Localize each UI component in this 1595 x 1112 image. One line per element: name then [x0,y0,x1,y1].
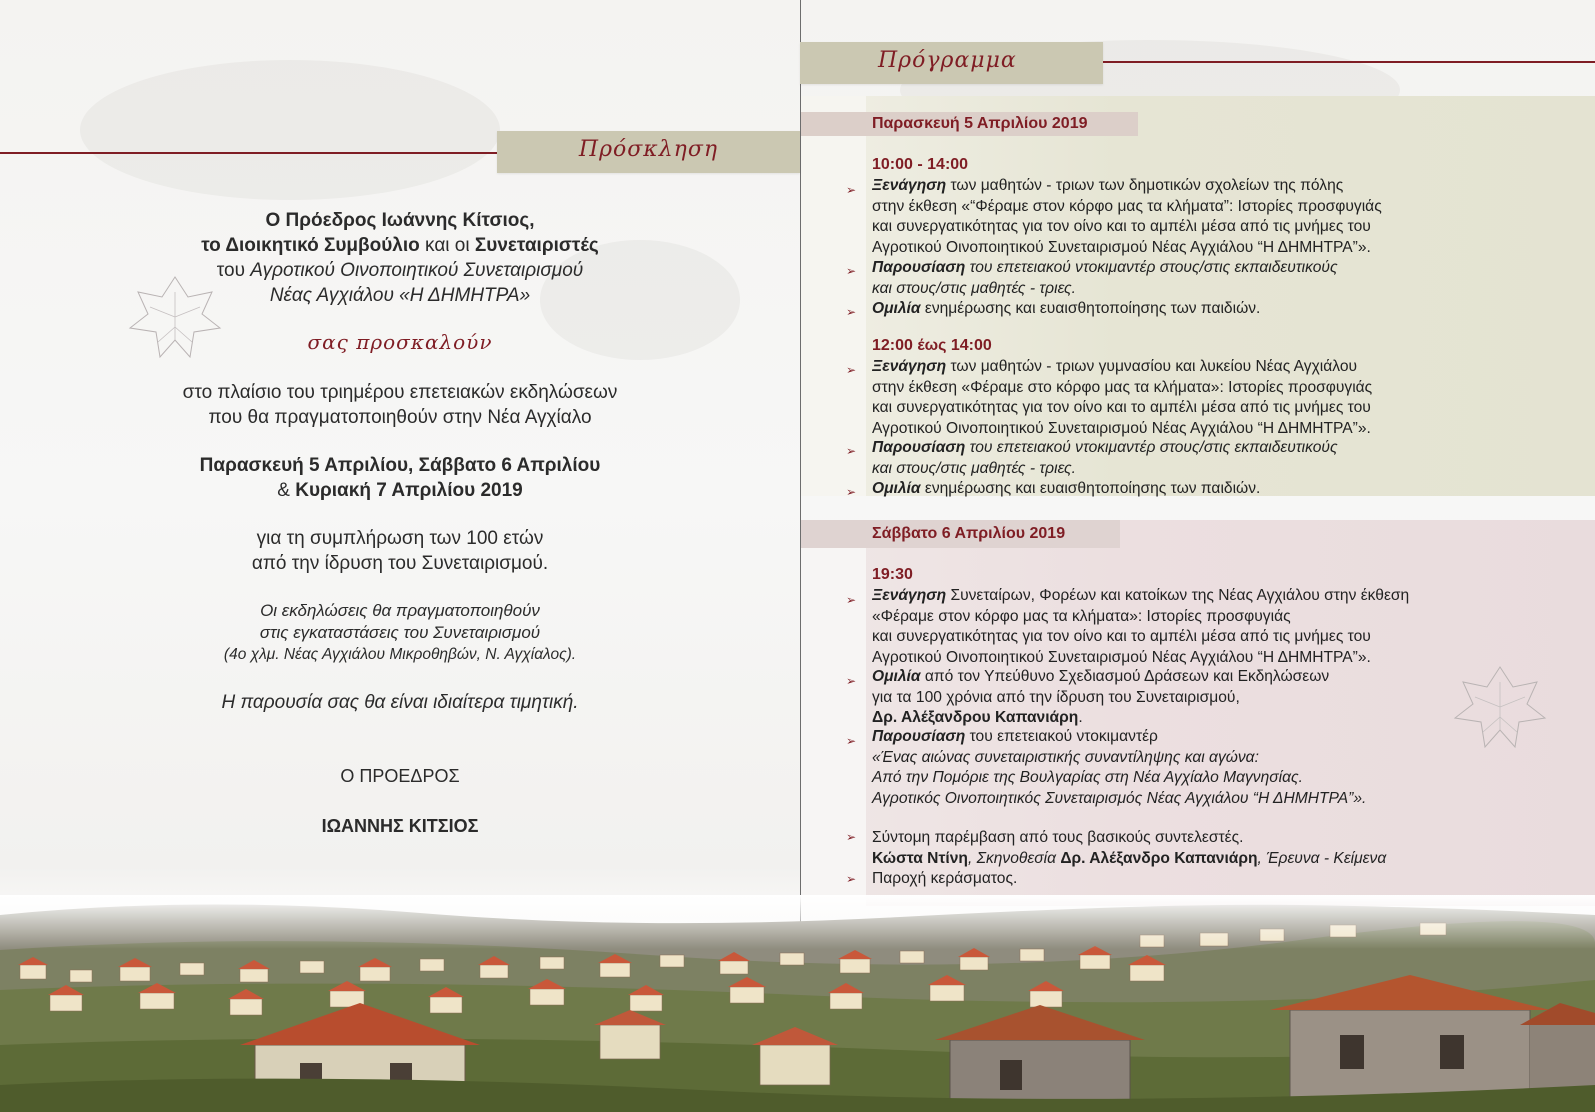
purpose-text [100,526,700,576]
chevron-right-icon: ➢ [846,734,857,748]
day2-time: 19:30 [872,566,913,583]
chevron-right-icon: ➢ [846,830,857,844]
purpose-line-1: για τη συμπλήρωση των 100 ετών [256,528,544,549]
context-line-2: που θα πραγματοποιηθούν στην Νέα Αγχίαλο [208,407,592,428]
chevron-right-icon: ➢ [846,264,857,278]
right-header-rule [1103,61,1595,63]
chevron-right-icon: ➢ [846,593,857,607]
chevron-right-icon: ➢ [846,674,857,688]
chevron-right-icon: ➢ [846,363,857,377]
invite-phrase: σας προσκαλούν [307,330,493,354]
day1-item-screening-2: Παρουσίαση του επετειακού ντοκιμαντέρ στους/στις εκπαιδευτικούς και στους/στις μαθητές - τριες. [872,439,1338,477]
event-dates [100,453,700,503]
day2-heading: Σάββατο 6 Απριλίου 2019 [872,525,1066,542]
left-header-title: Πρόσκληση [578,137,719,162]
signature-title: Ο ΠΡΟΕΔΡΟΣ [340,766,460,786]
day1-item-screening-1: Παρουσίαση του επετειακού ντοκιμαντέρ στους/στις εκπαιδευτικούς και στους/στις μαθητές - τριες. [872,259,1338,297]
day1-time-2: 12:00 έως 14:00 [872,337,992,354]
day1-item-tour-1: Ξενάγηση των μαθητών - τριων των δημοτικών σχολείων της πόλης στην έκθεση «“Φέραμε στον κόρφο μας τα κλήματα”: Ιστορίες προσφυγιάς και συνεργατικότητας για τον οίνο και το αμπέλι μέσα από τις μνήμες του Αγροτικού Οινοποιητικού Συνεταιρισμού Νέας Αγχιάλου “Η ΔΗΜΗΤΡΑ”». [872,177,1382,256]
day2-item-screening: Παρουσίαση του επετειακού ντοκιμαντέρ «Ένας αιώνας συνεταιριστικής συναντίληψης και αγώνα: Από την Πομόριε της Βουλγαρίας στη Νέα Αγχίαλο Μαγνησίας. Αγροτικός Οινοποιητικός Συνεταιρισμός Νέας Αγχιάλου “Η ΔΗΜΗΤΡΑ”». [872,728,1367,807]
day2-item-tour: Ξενάγηση Συνεταίρων, Φορέων και κατοίκων της Νέας Αγχιάλου στην έκθεση «Φέραμε στον κόρφο μας τα κλήματα»: Ιστορίες προσφυγιάς και συνεργατικότητας για τον οίνο και το αμπέλι μέσα από τις μνήμες του Αγροτικού Οινοποιητικού Συνεταιρισμού Νέας Αγχιάλου “Η ΔΗΜΗΤΡΑ”». [872,587,1410,666]
invitation-body [100,208,700,308]
inviter-line-2: το Διοικητικό Συμβούλιο και οι Συνεταιριστές [201,235,599,256]
chevron-right-icon: ➢ [846,485,857,499]
chevron-right-icon: ➢ [846,305,857,319]
signature-name: ΙΩΑΝΝΗΣ ΚΙΤΣΙΟΣ [321,816,479,836]
day1-item-tour-2: Ξενάγηση των μαθητών - τριων γυμνασίου και λυκείου Νέας Αγχιάλου στην έκθεση «Φέραμε στο κόρφο μας τα κλήματα»: Ιστορίες προσφυγιάς και συνεργατικότητας για τον οίνο και το αμπέλι μέσα από τις μνήμες του Αγροτικού Οινοποιητικού Συνεταιρισμού Νέας Αγχιάλου “Η ΔΗΜΗΤΡΑ”». [872,358,1373,437]
purpose-line-2: από την ίδρυση του Συνεταιρισμού. [251,553,549,574]
day1-time-1: 10:00 - 14:00 [872,156,969,173]
left-header-rule [0,152,500,154]
right-header-tag [800,42,1103,84]
day1-item-talk-1: Ομιλία ενημέρωσης και ευαισθητοποίησης των παιδιών. [872,300,1261,317]
context-line-1: στο πλαίσιο του τριημέρου επετειακών εκδηλώσεων [182,382,618,403]
venue-text [100,600,700,666]
day2-item-talk: Ομιλία από τον Υπεύθυνο Σχεδιασμού Δράσεων και Εκδηλώσεων για τα 100 χρόνια από την ίδρυση του Συνεταιρισμού, Δρ. Αλέξανδρου Καπανιάρη. [872,668,1330,726]
dates-line-1: Παρασκευή 5 Απριλίου, Σάββατο 6 Απριλίου [199,455,601,476]
venue-line-1: Οι εκδηλώσεις θα πραγματοποιηθούν [260,601,540,620]
day1-item-talk-2: Ομιλία ενημέρωσης και ευαισθητοποίησης των παιδιών. [872,480,1261,497]
day2-item-brief: Σύντομη παρέμβαση από τους βασικούς συντελεστές. Κώστα Ντίνη, Σκηνοθεσία Δρ. Αλέξανδρο Καπανιάρη, Έρευνα - Κείμενα [872,829,1387,867]
day2-item-refreshment: Παροχή κεράσματος. [872,870,1018,887]
left-header-tag [497,131,800,173]
village-landscape-image [0,895,1595,1112]
chevron-right-icon: ➢ [846,444,857,458]
inviter-line-1: Ο Πρόεδρος Ιωάννης Κίτσιος, [265,210,535,231]
right-header-title: Πρόγραμμα [878,48,1017,73]
chevron-right-icon: ➢ [846,183,857,197]
venue-line-3: (4ο χλμ. Νέας Αγχιάλου Μικροθηβών, Ν. Αγχίαλος). [223,646,577,663]
venue-line-2: στις εγκαταστάσεις του Συνεταιρισμού [259,623,541,642]
context-text [100,380,700,430]
texture-blot [80,60,500,200]
inviter-line-4: Νέας Αγχιάλου «Η ΔΗΜΗΤΡΑ» [269,285,531,306]
band-friday-gutter [800,96,866,496]
chevron-right-icon: ➢ [846,872,857,886]
honor-text: Η παρουσία σας θα είναι ιδιαίτερα τιμητική. [221,692,579,713]
day1-heading: Παρασκευή 5 Απριλίου 2019 [872,115,1088,132]
inviter-line-3: του Αγροτικού Οινοποιητικού Συνεταιρισμού [216,260,584,281]
dates-line-2: & Κυριακή 7 Απριλίου 2019 [277,480,523,501]
